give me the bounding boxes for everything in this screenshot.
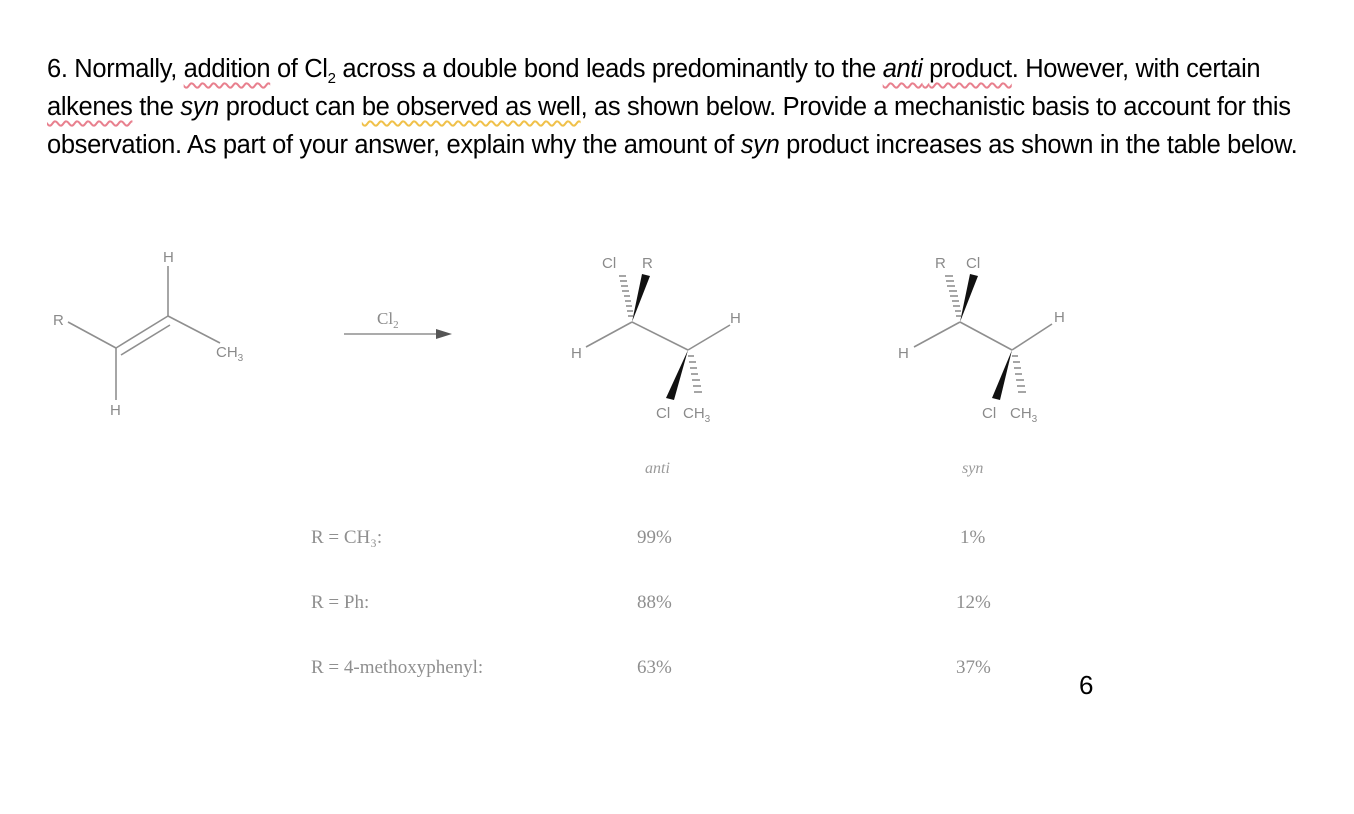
column-header-anti: anti — [645, 460, 670, 477]
text-run: 6. Normally, — [47, 55, 184, 83]
spellcheck-word-product[interactable]: product — [929, 55, 1012, 83]
page-number: 6 — [1079, 670, 1094, 700]
text-run: across a double bond leads predominantly to the — [335, 55, 883, 83]
spellcheck-word-alkenes[interactable]: alkenes — [47, 93, 133, 121]
atom-label: Cl — [656, 405, 671, 422]
atom-label: H — [1054, 309, 1065, 326]
syn-product-structure — [914, 274, 1052, 400]
syn-value: 1% — [960, 527, 986, 548]
spellcheck-word-addition[interactable]: addition — [183, 55, 271, 83]
anti-value: 88% — [637, 592, 672, 613]
atom-label: R — [53, 312, 64, 329]
question-text — [47, 50, 1337, 164]
italic-word-syn: syn — [180, 93, 219, 121]
anti-value: 99% — [637, 527, 672, 548]
atom-label: H — [571, 345, 582, 362]
atom-label: H — [730, 310, 741, 327]
reagent-label: $Cl_2$ — [377, 309, 399, 331]
atom-label: $CH_3$ — [683, 405, 711, 425]
text-run: of Cl — [270, 55, 328, 83]
text-run: product can — [218, 93, 362, 121]
spellcheck-word-anti[interactable]: anti — [882, 55, 923, 83]
row-label: R = Ph: — [311, 592, 370, 613]
atom-label: $CH_3$ — [216, 344, 244, 364]
atom-label: R — [642, 255, 653, 272]
atom-label: H — [898, 345, 909, 362]
subscript: 2 — [327, 70, 336, 88]
grammar-phrase-observed[interactable]: be observed as well — [361, 93, 581, 121]
italic-word-syn: syn — [740, 131, 780, 159]
atom-label: Cl — [602, 255, 617, 272]
text-run: the — [132, 93, 181, 121]
atom-label: R — [935, 255, 946, 272]
anti-product-structure — [586, 272, 730, 400]
atom-label: H — [163, 249, 174, 266]
anti-value: 63% — [637, 657, 672, 678]
syn-value: 37% — [956, 657, 991, 678]
atom-label: $CH_3$ — [1010, 405, 1038, 425]
text-run: . However, with certain — [1011, 55, 1261, 83]
atom-label: H — [110, 402, 121, 419]
reactant-structure — [68, 266, 220, 400]
reaction-scheme — [0, 230, 1354, 710]
text-run: product increases as shown in the table below. — [779, 131, 1298, 159]
text-run: , as shown below. Provide a mechanistic basis to account for this observation. As part of your answer, explain why the amount of — [47, 93, 1291, 159]
row-label: R = CH₃: — [311, 527, 383, 548]
atom-label: Cl — [966, 255, 981, 272]
atom-label: Cl — [982, 405, 997, 422]
row-label: R = 4-methoxyphenyl: — [311, 657, 484, 678]
syn-value: 12% — [956, 592, 991, 613]
column-header-syn: syn — [962, 460, 984, 477]
